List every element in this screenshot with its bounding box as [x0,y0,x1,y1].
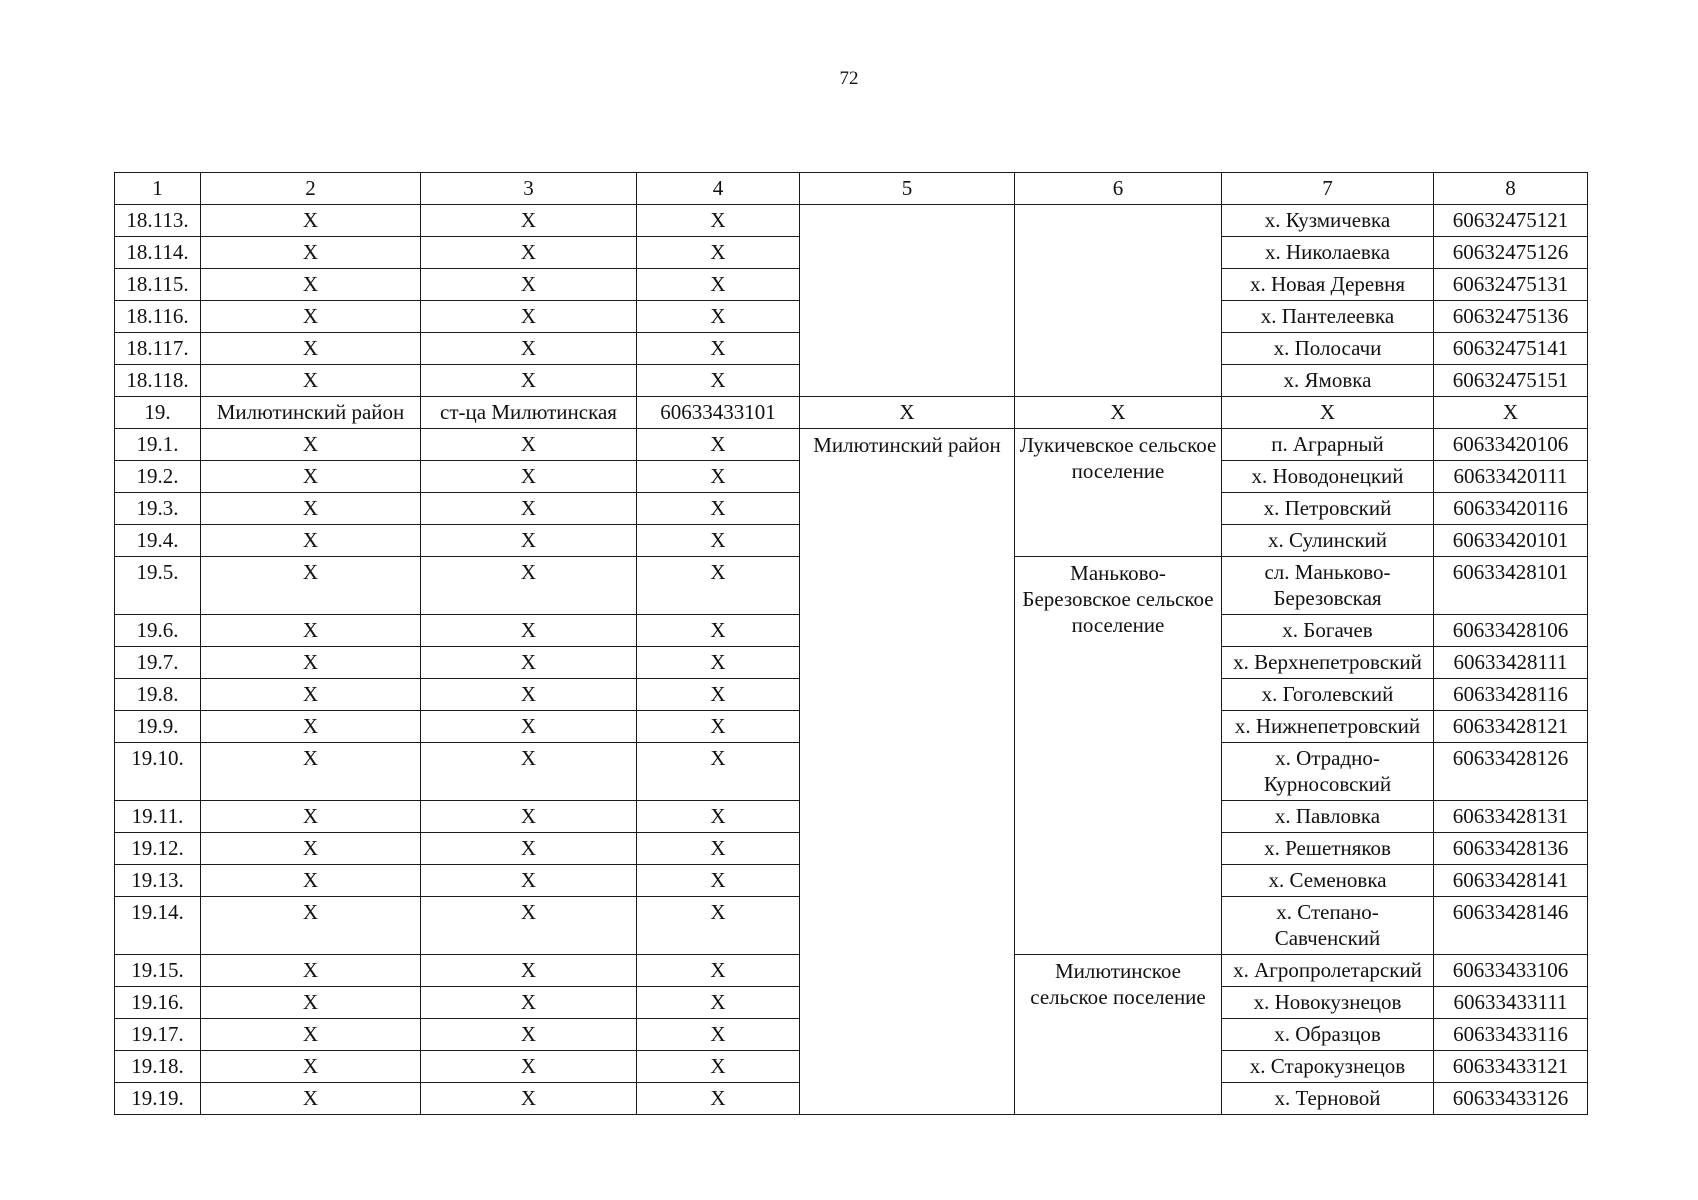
center-cell: X [421,1083,637,1115]
row-number: 18.115. [115,269,201,301]
row-number: 19.10. [115,743,201,801]
code-cell: X [637,955,800,987]
row-number: 18.118. [115,365,201,397]
district-cell: X [201,205,421,237]
code-cell: X [637,333,800,365]
row-number: 19.13. [115,865,201,897]
district-cell: X [201,1051,421,1083]
header-cell: 6 [1015,173,1222,205]
district-cell: X [201,365,421,397]
center-cell: X [421,429,637,461]
row-number: 19.3. [115,493,201,525]
oktmo-cell: 60633428121 [1434,711,1588,743]
oktmo-cell: 60633433111 [1434,987,1588,1019]
district-cell: X [201,711,421,743]
center-cell: X [421,711,637,743]
code-cell: X [637,1019,800,1051]
header-row [115,173,1588,205]
code-cell: X [637,1051,800,1083]
locality-cell: х. Новая Деревня [1222,269,1434,301]
locality-cell: х. Богачев [1222,615,1434,647]
code-cell: X [637,833,800,865]
locality-cell: х. Николаевка [1222,237,1434,269]
header-cell: 2 [201,173,421,205]
district-cell: X [201,679,421,711]
oktmo-cell: 60633428146 [1434,897,1588,955]
locality-cell: п. Аграрный [1222,429,1434,461]
code-cell: X [637,801,800,833]
center-cell: X [421,615,637,647]
oktmo-cell: 60632475141 [1434,333,1588,365]
header-cell: 1 [115,173,201,205]
oktmo-cell: 60633428116 [1434,679,1588,711]
oktmo-cell: 60632475136 [1434,301,1588,333]
oktmo-cell: 60633433116 [1434,1019,1588,1051]
center-cell: X [421,205,637,237]
oktmo-cell: 60633428131 [1434,801,1588,833]
code-cell: X [637,1083,800,1115]
center-cell: X [421,525,637,557]
locality-cell: X [1222,397,1434,429]
district-cell: X [201,461,421,493]
locality-cell: х. Решетняков [1222,833,1434,865]
code-cell: X [637,365,800,397]
header-cell: 5 [800,173,1015,205]
district-cell: X [201,333,421,365]
row-number: 19.6. [115,615,201,647]
oktmo-cell: 60633420111 [1434,461,1588,493]
code-cell: X [637,461,800,493]
center-cell: X [421,801,637,833]
table-row [115,397,1588,429]
locality-cell: х. Семеновка [1222,865,1434,897]
oktmo-cell: 60633428136 [1434,833,1588,865]
code-cell: X [637,493,800,525]
locality-cell: х. Сулинский [1222,525,1434,557]
code-cell: X [637,865,800,897]
district-cell: Милютинский район [201,397,421,429]
code-cell: 60633433101 [637,397,800,429]
row-number: 18.113. [115,205,201,237]
center-cell: X [421,461,637,493]
center-cell: X [421,301,637,333]
code-cell: X [637,301,800,333]
locality-cell: х. Агропролетарский [1222,955,1434,987]
district-cell: X [201,833,421,865]
district-cell: X [201,557,421,615]
code-cell: X [637,205,800,237]
code-cell: X [637,525,800,557]
table-row [115,205,1588,237]
locality-cell: х. Старокузнецов [1222,1051,1434,1083]
district-cell: X [201,493,421,525]
row-number: 19.17. [115,1019,201,1051]
settlement-milyutinskoe-cell: Милютинское сельское поселение [1015,955,1222,1115]
oktmo-cell: 60633420101 [1434,525,1588,557]
locality-cell: х. Полосачи [1222,333,1434,365]
center-cell: X [421,743,637,801]
code-cell: X [637,647,800,679]
header-cell: 3 [421,173,637,205]
row-number: 19.18. [115,1051,201,1083]
oktmo-cell: 60632475151 [1434,365,1588,397]
oktmo-cell: 60633428111 [1434,647,1588,679]
row-number: 19.12. [115,833,201,865]
locality-cell: х. Павловка [1222,801,1434,833]
municipal-district-cell: X [800,397,1015,429]
row-number: 18.117. [115,333,201,365]
settlements-table [114,172,1588,1115]
center-cell: X [421,1019,637,1051]
oktmo-cell: 60633428126 [1434,743,1588,801]
row-number: 18.114. [115,237,201,269]
merged-empty-cell [800,205,1015,397]
settlement-lukichevskoe-cell: Лукичевское сельское поселение [1015,429,1222,557]
center-cell: X [421,647,637,679]
center-cell: X [421,897,637,955]
header-cell: 7 [1222,173,1434,205]
settlement-cell: X [1015,397,1222,429]
locality-cell: х. Новодонецкий [1222,461,1434,493]
district-cell: X [201,865,421,897]
center-cell: X [421,269,637,301]
locality-cell: х. Ямовка [1222,365,1434,397]
oktmo-cell: 60633433106 [1434,955,1588,987]
row-number: 19.19. [115,1083,201,1115]
district-cell: X [201,801,421,833]
center-cell: X [421,557,637,615]
center-cell: X [421,365,637,397]
row-number: 19.5. [115,557,201,615]
row-number: 19. [115,397,201,429]
district-cell: X [201,269,421,301]
settlement-mankovo-cell: Маньково-Березовское сельское поселение [1015,557,1222,955]
district-cell: X [201,1019,421,1051]
header-cell: 8 [1434,173,1588,205]
locality-cell: х. Образцов [1222,1019,1434,1051]
code-cell: X [637,557,800,615]
oktmo-cell: 60632475121 [1434,205,1588,237]
district-cell: X [201,955,421,987]
locality-cell: х. Отрадно-Курносовский [1222,743,1434,801]
table-row [115,429,1588,461]
oktmo-cell: 60633428101 [1434,557,1588,615]
page-number: 72 [839,68,859,89]
oktmo-cell: 60633433121 [1434,1051,1588,1083]
oktmo-cell: 60633420116 [1434,493,1588,525]
row-number: 19.11. [115,801,201,833]
code-cell: X [637,237,800,269]
merged-empty-cell [1015,205,1222,397]
locality-cell: х. Новокузнецов [1222,987,1434,1019]
district-cell: X [201,897,421,955]
center-cell: X [421,865,637,897]
header-cell: 4 [637,173,800,205]
code-cell: X [637,429,800,461]
district-cell: X [201,301,421,333]
district-cell: X [201,237,421,269]
district-cell: X [201,615,421,647]
district-cell: X [201,525,421,557]
oktmo-cell: 60633433126 [1434,1083,1588,1115]
locality-cell: х. Петровский [1222,493,1434,525]
oktmo-cell: 60633428141 [1434,865,1588,897]
oktmo-cell: 60632475131 [1434,269,1588,301]
oktmo-cell: 60633420106 [1434,429,1588,461]
code-cell: X [637,679,800,711]
center-cell: X [421,833,637,865]
locality-cell: х. Терновой [1222,1083,1434,1115]
locality-cell: х. Кузмичевка [1222,205,1434,237]
code-cell: X [637,711,800,743]
row-number: 19.9. [115,711,201,743]
district-cell: X [201,647,421,679]
locality-cell: х. Гоголевский [1222,679,1434,711]
code-cell: X [637,987,800,1019]
row-number: 19.4. [115,525,201,557]
row-number: 18.116. [115,301,201,333]
center-cell: X [421,987,637,1019]
center-cell: X [421,333,637,365]
center-cell: ст-ца Милютинская [421,397,637,429]
municipal-district-merged-cell: Милютинский район [800,429,1015,1115]
row-number: 19.2. [115,461,201,493]
code-cell: X [637,743,800,801]
row-number: 19.14. [115,897,201,955]
code-cell: X [637,269,800,301]
code-cell: X [637,615,800,647]
code-cell: X [637,897,800,955]
oktmo-cell: 60632475126 [1434,237,1588,269]
center-cell: X [421,679,637,711]
district-cell: X [201,1083,421,1115]
locality-cell: х. Пантелеевка [1222,301,1434,333]
row-number: 19.8. [115,679,201,711]
oktmo-cell: X [1434,397,1588,429]
district-cell: X [201,743,421,801]
locality-cell: х. Верхнепетровский [1222,647,1434,679]
row-number: 19.15. [115,955,201,987]
center-cell: X [421,237,637,269]
row-number: 19.16. [115,987,201,1019]
center-cell: X [421,1051,637,1083]
locality-cell: х. Степано-Савченский [1222,897,1434,955]
district-cell: X [201,429,421,461]
center-cell: X [421,493,637,525]
center-cell: X [421,955,637,987]
district-cell: X [201,987,421,1019]
oktmo-cell: 60633428106 [1434,615,1588,647]
row-number: 19.1. [115,429,201,461]
locality-cell: сл. Маньково-Березовская [1222,557,1434,615]
locality-cell: х. Нижнепетровский [1222,711,1434,743]
row-number: 19.7. [115,647,201,679]
